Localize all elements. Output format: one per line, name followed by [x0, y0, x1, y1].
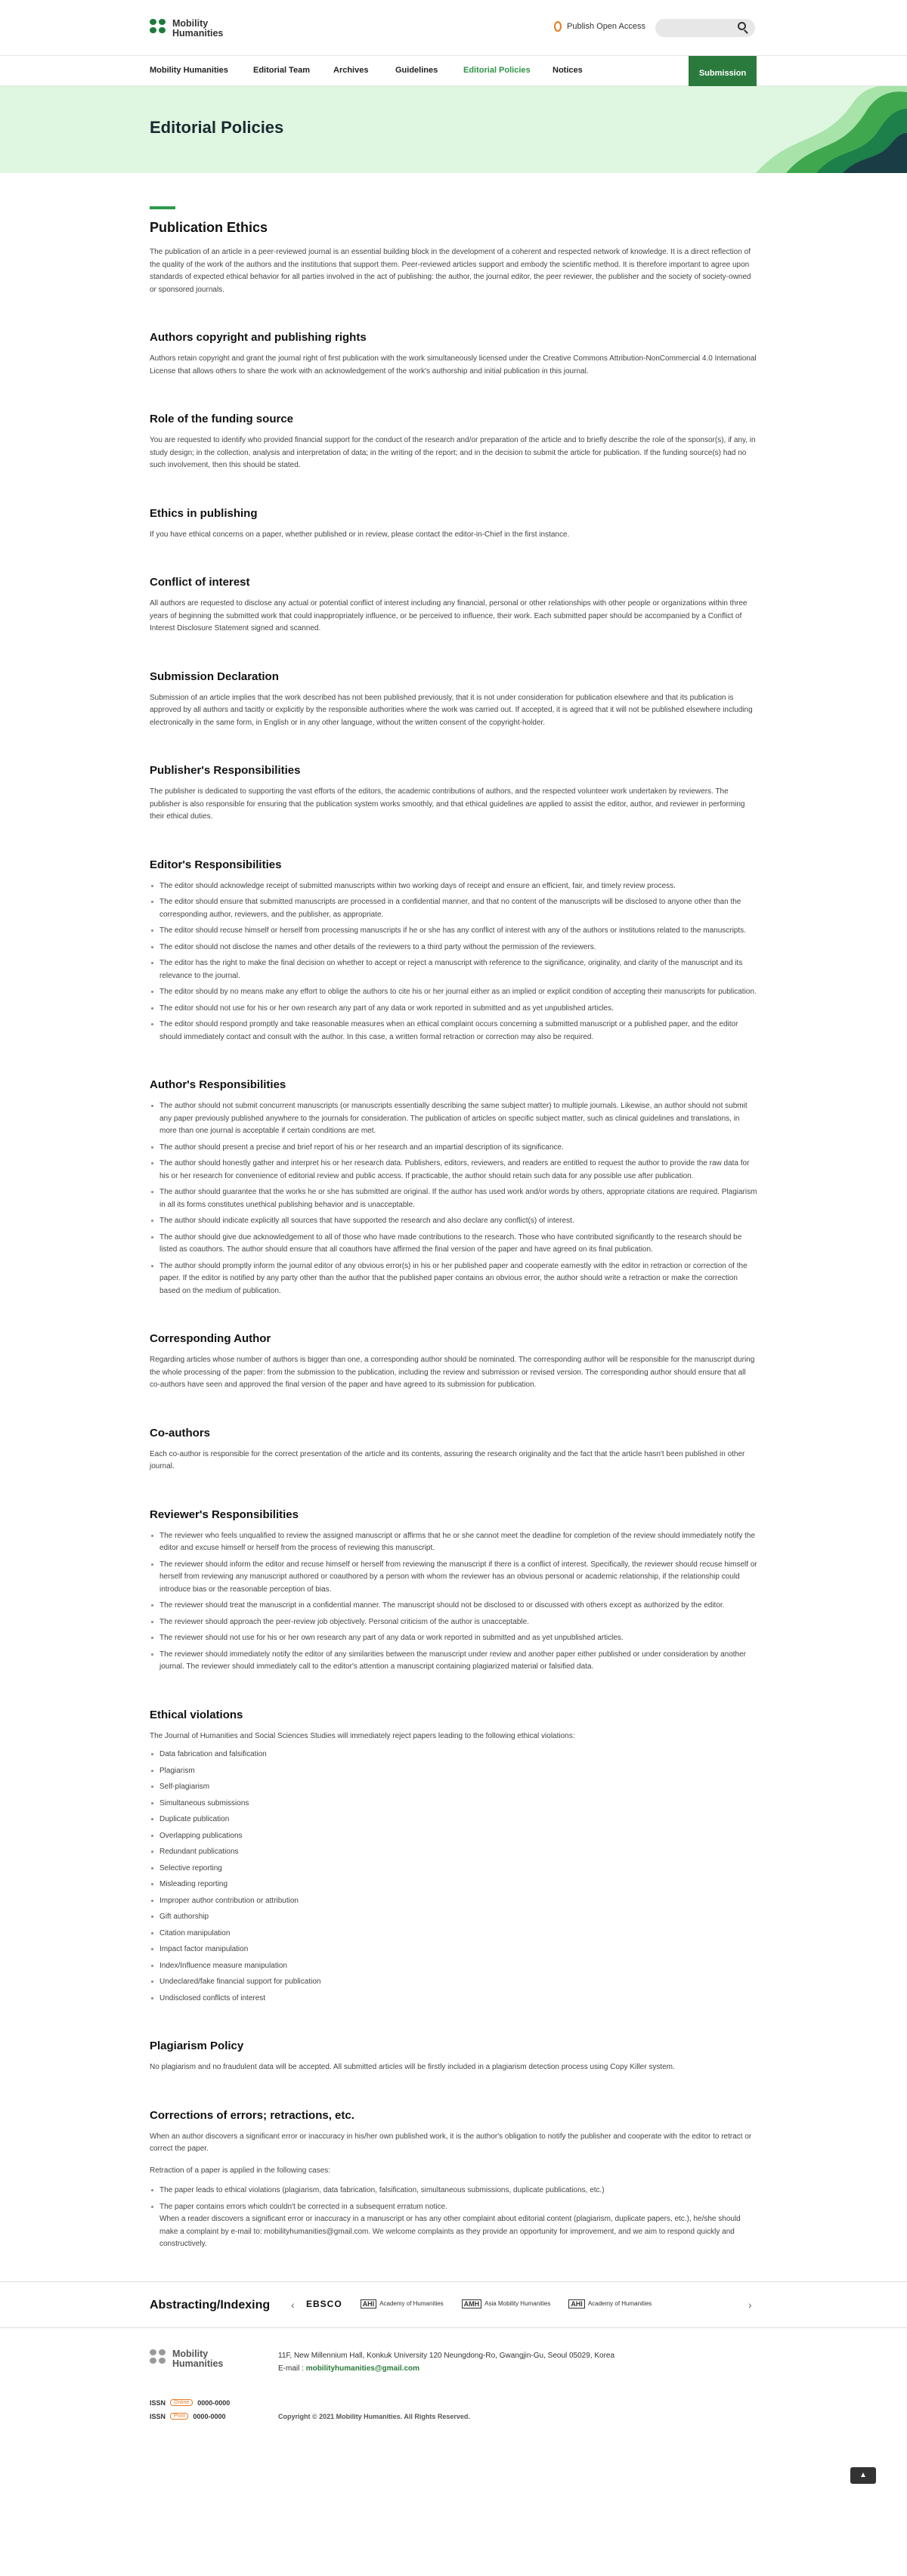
list-item: Simultaneous submissions	[150, 1798, 757, 1811]
section-title: Reviewer's Responsibilities	[150, 1508, 299, 1521]
section-text: The publisher is dedicated to supporting the vast efforts of the editors, the academic contributions of authors, and the respected volunteer work undertaken by reviewers. The publisher is also responsible for ensuring that the publication system works smoothly, and that ethical guidelines are applied to assist the editor, author, and reviewer in performing their ethical duties.	[150, 787, 745, 821]
logo-line1: Mobility	[172, 18, 209, 29]
list-item: Duplicate publication	[150, 1814, 757, 1826]
section-text: No plagiarism and no fraudulent data will be accepted. All submitted articles will be firstly included in a plagiarism detection process using Copy Killer system.	[150, 2063, 675, 2071]
index-logo-amh[interactable]	[462, 2299, 551, 2309]
section-title: Authors copyright and publishing rights	[150, 331, 367, 344]
section-title: Submission Declaration	[150, 670, 279, 683]
list-item: The author should indicate explicitly all sources that have supported the research and also declare any conflict(s) of interest.	[150, 1215, 757, 1228]
section-note: When a reader discovers a significant error or inaccuracy in a manuscript or has any other complaint about editorial content (plagiarism, duplicate papers, etc.), he/she should make a complaint by e-mail to: mobilityhumanities@gmail.com. We welcome complaints as they provide an opportunity for improvement, and we aim to respond quickly and constructively.	[159, 2215, 741, 2248]
section-publisher	[150, 764, 757, 824]
section-text: Submission of an article implies that the work described has not been published previously, that it is not under consideration for publication elsewhere and that its publication is approved by all authors and tacitly or explicitly by the responsible authorities where the work was carried out. If accepted, it is agreed that it will not be published elsewhere including electronically in the same form, in English or in any other language, without the written consent of the copyright-holder.	[150, 693, 753, 727]
list-item: Misleading reporting	[150, 1879, 757, 1891]
list-item: Plagiarism	[150, 1765, 757, 1778]
list-item: Undisclosed conflicts of interest	[150, 1993, 757, 2005]
footer-logo	[150, 2349, 223, 2369]
section-title: Corrections of errors; retractions, etc.	[150, 2108, 354, 2122]
section-title: Publisher's Responsibilities	[150, 764, 301, 777]
list-item: The author should guarantee that the works he or she has submitted are original. If the author has used work and/or words by others, appropriate citations are required. Plagiarism in all its forms constitutes unethical publishing behavior and is unacceptable.	[150, 1186, 757, 1211]
list-item: The reviewer should immediately notify the editor of any similarities between the manuscript under review and another paper either published or under consideration by another journal. The reviewer should immediately call to the editor's attention a manuscript containing plagiarized material or falsified data.	[150, 1649, 757, 1674]
list-item: The paper leads to ethical violations (plagiarism, data fabrication, falsification, simultaneous submissions, duplicate publications, etc.)	[150, 2185, 757, 2197]
footer	[0, 2328, 907, 2494]
hero-wave-graphic	[710, 86, 907, 173]
list-item: Impact factor manipulation	[150, 1944, 757, 1956]
list-item: The reviewer should inform the editor and recuse himself or herself from reviewing the manuscript if there is a conflict of interest. Specifically, the reviewer should recuse himself or herself from reviewing any manuscript authored or coauthored by a person with whom the reviewer has an obvious personal or academic relationship, if the relationship could introduce bias or the reasonable perception of bias.	[150, 1559, 757, 1597]
section-text: You are requested to identify who provided financial support for the conduct of the research and/or preparation of the article and to briefly describe the role of the sponsor(s), if any, in study design; in the collection, analysis and interpretation of data; in the writing of the report; and in the decision to submit the article for publication. If the funding source(s) had no such involvement, then this should be stated.	[150, 436, 756, 469]
list-item: The editor should respond promptly and take reasonable measures when an ethical complaint occurs concerning a submitted manuscript or a published paper, and the editor should immediately contact and consult with the author. In this case, a written formal retraction or correction may also be required.	[150, 1019, 757, 1044]
violations-list	[150, 1749, 757, 2005]
nav-archives[interactable]: Archives	[333, 66, 369, 75]
index-mark: AHI	[568, 2299, 585, 2309]
list-item: Selective reporting	[150, 1863, 757, 1876]
index-logo-ebsco[interactable]	[306, 2299, 342, 2309]
list-item: Overlapping publications	[150, 1830, 757, 1843]
index-logo-ahi-2[interactable]	[568, 2299, 652, 2309]
corrections-list	[150, 2185, 757, 2213]
section-title: Publication Ethics	[150, 220, 268, 235]
section-copyright	[150, 331, 757, 378]
section-corresponding-author	[150, 1332, 757, 1392]
section-text: Authors retain copyright and grant the journal right of first publication with the work simultaneously licensed under the Creative Commons Attribution-NonCommercial 4.0 International License that allows others to share the work with an acknowledgement of the work's authorship and initial publication in this journal.	[150, 354, 757, 376]
section-title: Conflict of interest	[150, 576, 250, 589]
publish-open-access-link[interactable]	[554, 21, 645, 32]
search-icon[interactable]	[738, 22, 746, 30]
list-item: The author should honestly gather and interpret his or her research data. Publishers, editors, reviewers, and readers are entitled to request the author to provide the raw data for his or her research for convenience of editorial review and public access. If practicable, the author should retain such data for any possible use after publication.	[150, 1158, 757, 1183]
section-text: All authors are requested to disclose any actual or potential conflict of interest including any financial, personal or other relationships with other people or organizations within three years of beginning the submitted work that could inappropriately influence, or be perceived to influence, their work. Each submitted paper should be accompanied by a Conflict of Interest Disclosure Statement signed and scanned.	[150, 599, 748, 632]
list-item: The reviewer should not use for his or her own research any part of any data or work reported in submitted and as yet unpublished articles.	[150, 1632, 757, 1645]
footer-email	[278, 2362, 614, 2375]
section-text: Regarding articles whose number of authors is bigger than one, a corresponding author should be nominated. The corresponding author will be responsible for the manuscript during the whole processing of the paper: from the submission to the publication, including the review and submission or revised version. The corresponding author should ensure that all co-authors have seen and approved the final version of the paper and have agreed to its submission for publication.	[150, 1356, 755, 1389]
section-ethics-publishing	[150, 507, 757, 542]
footer-email-label: E-mail :	[278, 2364, 304, 2373]
issn-online	[150, 2399, 230, 2407]
issn-label: ISSN	[150, 2412, 166, 2420]
index-mark: EBSCO	[306, 2298, 342, 2309]
list-item: Index/Influence measure manipulation	[150, 1960, 757, 1973]
section-plagiarism	[150, 2039, 757, 2074]
publish-open-access-label: Publish Open Access	[567, 22, 645, 31]
section-text: Retraction of a paper is applied in the following cases:	[150, 2166, 331, 2175]
index-mark: AHI	[361, 2299, 377, 2309]
list-item: The reviewer should approach the peer-review job objectively. Personal criticism of the author is unacceptable.	[150, 1616, 757, 1629]
nav-editorial-team[interactable]: Editorial Team	[253, 66, 310, 75]
list-item: The editor should ensure that submitted manuscripts are processed in a confidential manner, and that no content of the manuscripts will be disclosed to anyone other than the corresponding author, reviewers, and the publisher, as appropriate.	[150, 896, 757, 921]
list-item: The editor should recuse himself or herself from processing manuscripts if he or she has any conflict of interest with any of the authors or institutions related to the manuscripts.	[150, 925, 757, 938]
issn-print-pill: Print	[170, 2413, 188, 2420]
section-funding	[150, 413, 757, 472]
logo-mark-icon	[150, 19, 166, 39]
issn-label: ISSN	[150, 2398, 166, 2407]
abstracting-indexing-bar	[0, 2281, 907, 2328]
index-label: Asia Mobility Humanities	[484, 2300, 551, 2307]
indexing-title: Abstracting/Indexing	[150, 2298, 271, 2312]
section-title: Corresponding Author	[150, 1332, 271, 1345]
section-title: Ethics in publishing	[150, 506, 258, 520]
list-item: The reviewer who feels unqualified to review the assigned manuscript or affirms that he or she cannot meet the deadline for completion of the review should immediately notify the editor and excuse himself or herself from the process of reviewing this manuscript.	[150, 1530, 757, 1555]
list-item: Gift authorship	[150, 1911, 757, 1924]
list-item: The editor should not use for his or her own research any part of any data or work reported in submitted and as yet unpublished articles.	[150, 1003, 757, 1016]
section-text: The Journal of Humanities and Social Sciences Studies will immediately reject papers leading to the following ethical violations:	[150, 1731, 575, 1740]
list-item: Undeclared/fake financial support for publication	[150, 1976, 757, 1989]
logo-line1: Mobility	[172, 2348, 209, 2359]
open-access-icon	[554, 21, 562, 32]
nav-mobility-humanities[interactable]: Mobility Humanities	[150, 66, 228, 75]
list-item: The editor has the right to make the final decision on whether to accept or reject a manuscript with reference to the significance, originality, and clarity of the manuscript and its relevance to the journal.	[150, 957, 757, 982]
author-list	[150, 1100, 757, 1297]
back-to-top-button[interactable]: ▲	[850, 2467, 876, 2484]
section-corrections	[150, 2109, 757, 2251]
list-item: Citation manipulation	[150, 1928, 757, 1941]
section-submission-declaration	[150, 670, 757, 730]
list-item: The author should promptly inform the journal editor of any obvious error(s) in his or her published paper and cooperate earnestly with the editor in retraction or correction of the paper. If the editor is notified by any party other than the author that the published paper contains an obvious error, the author should write a retraction or make the correction based on the medium of publication.	[150, 1260, 757, 1298]
editor-list	[150, 880, 757, 1044]
issn-online-value: 0000-0000	[197, 2398, 231, 2407]
section-publication-ethics	[150, 206, 757, 296]
list-item: The editor should by no means make any effort to oblige the authors to cite his or her journal either as an implied or explicit condition of accepting their manuscripts for publication.	[150, 986, 757, 999]
section-title: Role of the funding source	[150, 413, 293, 425]
section-title: Co-authors	[150, 1426, 210, 1440]
index-label: Academy of Humanities	[379, 2300, 444, 2307]
indexing-carousel	[306, 2299, 652, 2309]
page-hero	[0, 86, 907, 173]
list-item: The editor should not disclose the names and other details of the reviewers to a third party without the permission of the reviewers.	[150, 942, 757, 954]
logo-mark-icon	[150, 2349, 166, 2369]
index-label: Academy of Humanities	[587, 2300, 652, 2307]
section-title: Plagiarism Policy	[150, 2039, 244, 2052]
main-nav	[0, 56, 907, 86]
nav-notices[interactable]: Notices	[553, 66, 583, 75]
list-item: The author should not submit concurrent manuscripts (or manuscripts essentially describing the same subject matter) to multiple journals. Likewise, an author should not submit any paper previously published anywhere to the journals for consideration. The publication of articles on specific subject matter, such as clinical guidelines and translations, in more than one journal is acceptable if certain conditions are met.	[150, 1100, 757, 1138]
list-item: The reviewer should treat the manuscript in a confidential manner. The manuscript should not be disclosed to or discussed with others except as authorized by the editor.	[150, 1600, 757, 1613]
section-reviewer	[150, 1508, 757, 1674]
section-text: Each co-author is responsible for the correct presentation of the article and its contents, assuring the research originality and the fact that the article hasn't been published in other journal.	[150, 1449, 745, 1470]
logo-line2: Humanities	[172, 28, 224, 39]
list-item: Redundant publications	[150, 1846, 757, 1859]
issn-print-value: 0000-0000	[193, 2412, 226, 2420]
section-text: If you have ethical concerns on a paper, whether published or in review, please contact the editor-in-Chief in the first instance.	[150, 530, 570, 539]
list-item: The editor should acknowledge receipt of submitted manuscripts within two working days of receipt and ensure an efficient, fair, and timely review process.	[150, 880, 757, 893]
nav-guidelines[interactable]: Guidelines	[395, 66, 438, 75]
section-editor	[150, 858, 757, 1044]
section-accent-bar	[150, 206, 175, 209]
submission-button[interactable]: Submission	[689, 56, 757, 91]
nav-editorial-policies[interactable]: Editorial Policies	[463, 66, 531, 75]
issn-online-pill: Online	[170, 2399, 193, 2406]
list-item: Self-plagiarism	[150, 1781, 757, 1794]
section-text: When an author discovers a significant error or inaccuracy in his/her own published work, it is the author's obligation to notify the publisher and cooperate with the editor to retract or correct the paper.	[150, 2132, 752, 2153]
index-logo-ahi[interactable]	[361, 2299, 444, 2309]
list-item: The author should give due acknowledgement to all of those who have made contributions to the research. Those who have contributed significantly to the research should be listed as coauthors. The author should ensure that all coauthors have affirmed the final version of the paper and have agreed on its final publication.	[150, 1232, 757, 1257]
section-conflict	[150, 576, 757, 635]
main-content	[150, 173, 757, 2251]
chevron-right-icon[interactable]: ›	[748, 2298, 752, 2311]
list-item: Improper author contribution or attribution	[150, 1895, 757, 1908]
footer-email-link[interactable]: mobilityhumanities@gmail.com	[305, 2364, 420, 2373]
section-title: Author's Responsibilities	[150, 1078, 286, 1091]
list-item: The author should present a precise and brief report of his or her research and an impartial description of its significance.	[150, 1142, 757, 1155]
section-author	[150, 1078, 757, 1297]
footer-copyright: Copyright © 2021 Mobility Humanities. All Rights Reserved.	[278, 2412, 470, 2420]
reviewer-list	[150, 1530, 757, 1674]
top-header	[0, 0, 907, 56]
section-text: The publication of an article in a peer-reviewed journal is an essential building block in the development of a coherent and respected network of knowledge. It is a direct reflection of the quality of the work of the authors and the institutions that support them. Peer-reviewed articles support and embody the scientific method. It is therefore important to agree upon standards of expected ethical behavior for all parties involved in the act of publishing: the author, the journal editor, the peer reviewer, the publisher and the society of society-owned or sponsored journals.	[150, 248, 751, 294]
site-logo[interactable]	[150, 19, 223, 39]
chevron-left-icon[interactable]: ‹	[291, 2298, 295, 2311]
section-coauthors	[150, 1427, 757, 1474]
section-ethical-violations	[150, 1709, 757, 2005]
footer-address-block	[278, 2349, 614, 2375]
index-mark: AMH	[462, 2299, 482, 2309]
list-item: The paper contains errors which couldn't be corrected in a subsequent erratum notice.	[150, 2201, 757, 2214]
footer-address: 11F, New Millennium Hall, Konkuk University 120 Neungdong-Ro, Gwangjin-Gu, Seoul 05029, Korea	[278, 2351, 615, 2360]
issn-print	[150, 2413, 225, 2420]
page-title: Editorial Policies	[150, 118, 284, 137]
section-title: Editor's Responsibilities	[150, 858, 282, 871]
logo-line2: Humanities	[172, 2358, 224, 2369]
list-item: Data fabrication and falsification	[150, 1749, 757, 1761]
section-title: Ethical violations	[150, 1708, 243, 1721]
